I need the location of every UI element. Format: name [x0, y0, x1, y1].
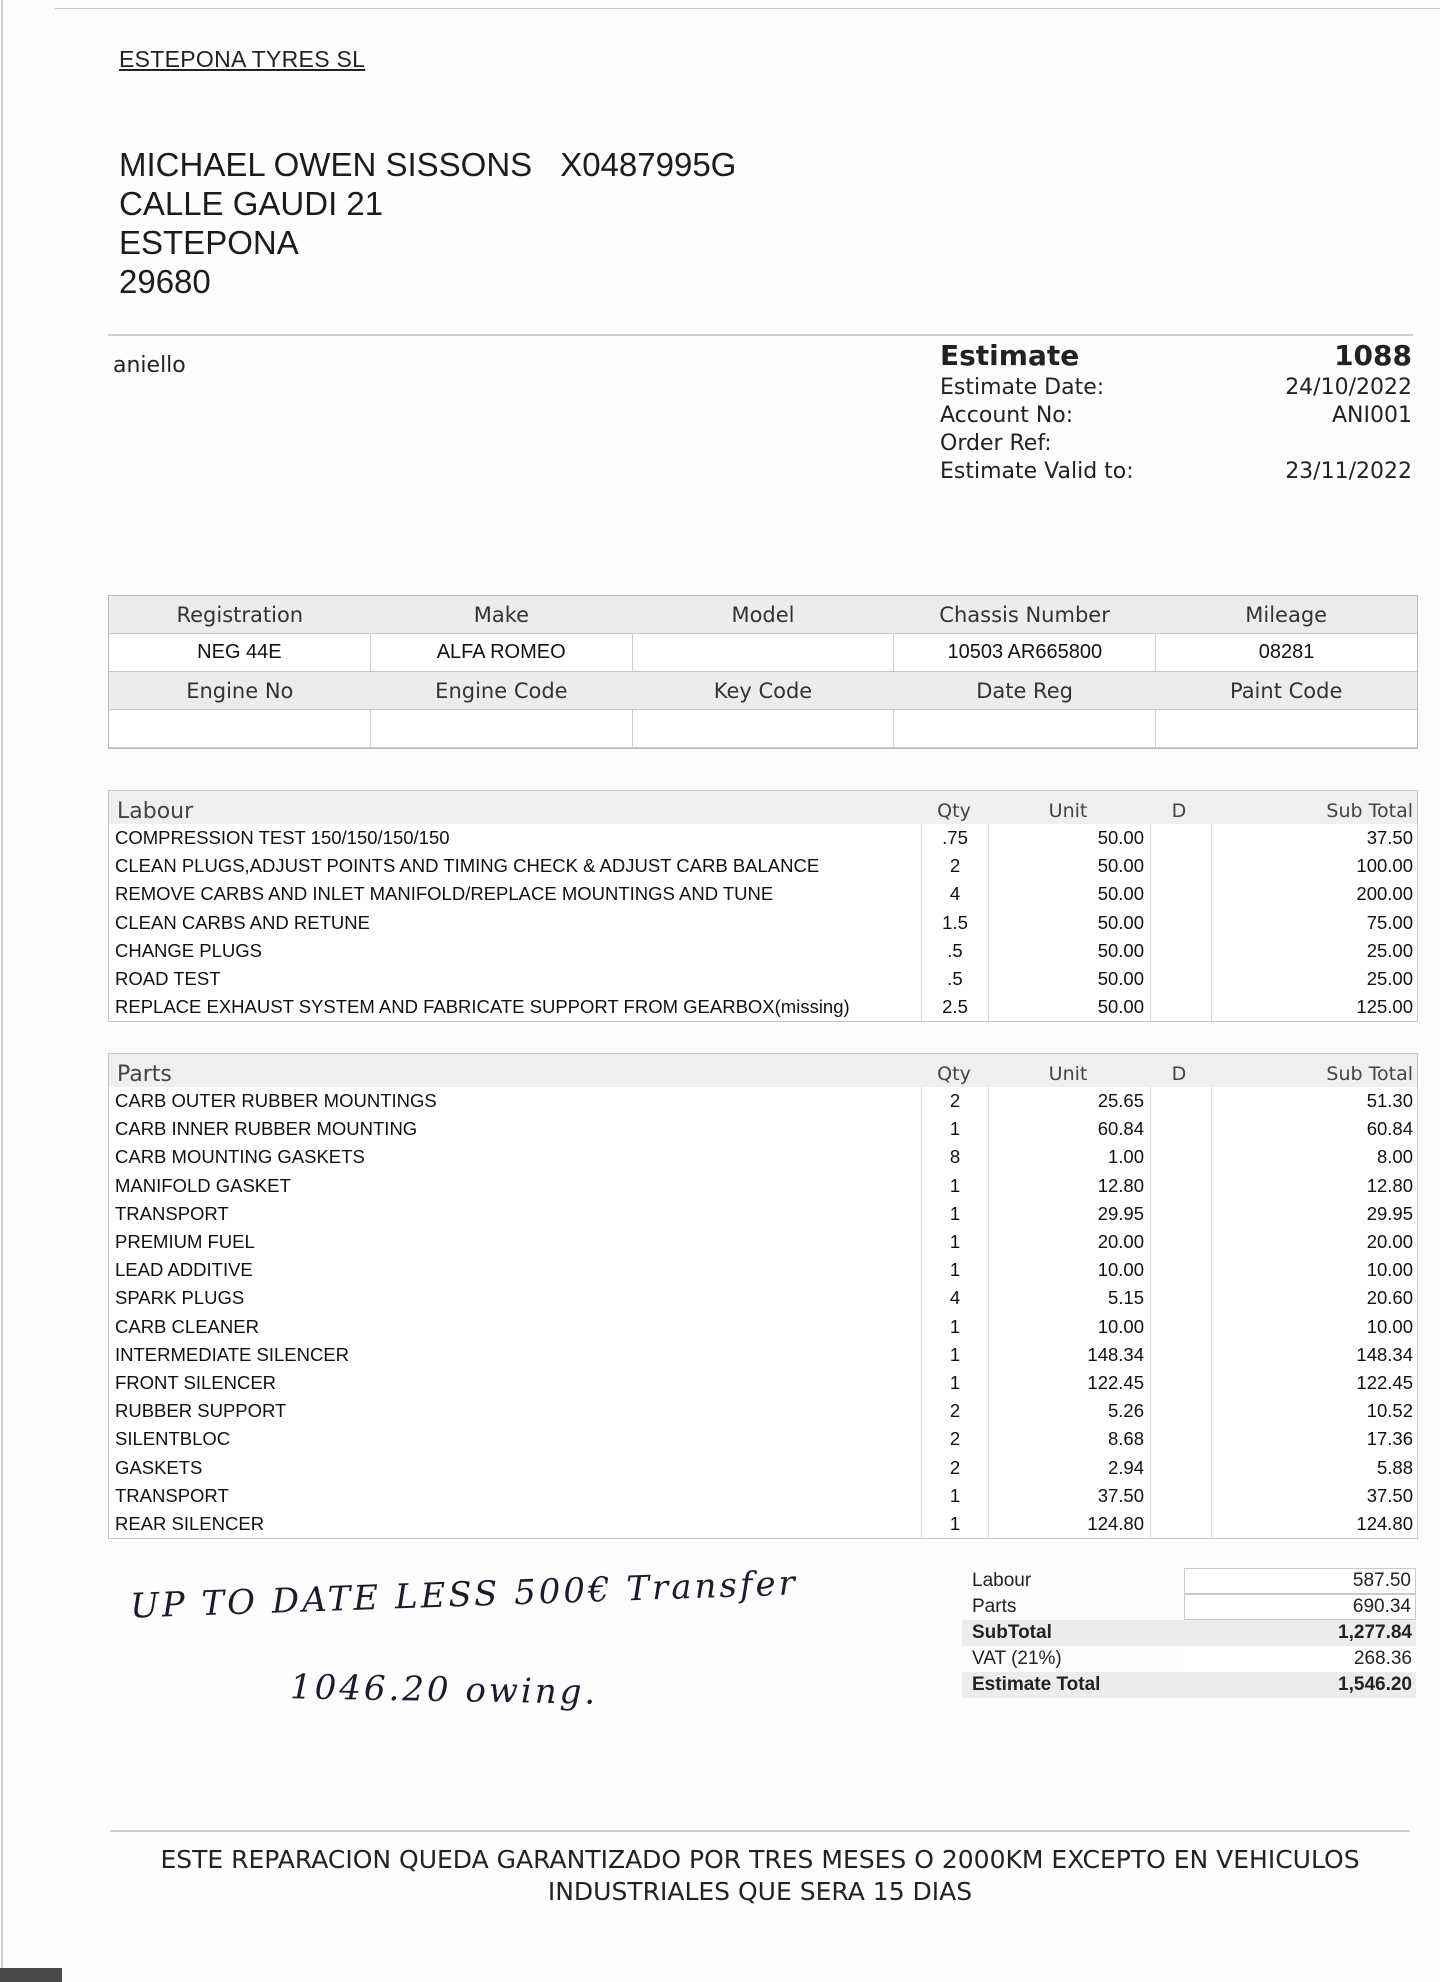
warranty-footer — [110, 1844, 1410, 1908]
item-unit-price: 50.00 — [988, 965, 1150, 993]
unit-header: Unit — [1048, 1063, 1088, 1085]
item-subtotal: 25.00 — [1366, 968, 1413, 990]
item-description: REMOVE CARBS AND INLET MANIFOLD/REPLACE MOUNTINGS AND TUNE — [115, 883, 774, 905]
scan-mark — [0, 1968, 62, 1982]
mileage-header: Mileage — [1245, 602, 1328, 627]
item-qty: 2 — [921, 852, 988, 880]
item-qty: 1 — [921, 1510, 988, 1538]
item-discount — [1150, 1369, 1212, 1397]
item-unit-price: 148.34 — [988, 1341, 1150, 1369]
key-code-value — [633, 710, 895, 747]
item-description: INTERMEDIATE SILENCER — [115, 1343, 350, 1365]
item-qty: 2.5 — [921, 993, 988, 1021]
qty-header: Qty — [937, 1063, 971, 1085]
labour-total-label: Labour — [972, 1570, 1032, 1591]
labour-row — [109, 937, 1417, 965]
engine-code-header: Engine Code — [435, 678, 568, 703]
key-code-header: Key Code — [713, 678, 813, 703]
item-unit-price: 50.00 — [988, 852, 1150, 880]
item-subtotal: 20.00 — [1366, 1231, 1413, 1253]
item-subtotal: 148.34 — [1356, 1343, 1413, 1365]
labour-header — [109, 791, 1417, 824]
subtotal-header: Sub Total — [1326, 1063, 1413, 1085]
item-subtotal: 8.00 — [1376, 1146, 1413, 1168]
item-subtotal: 37.50 — [1366, 827, 1413, 849]
estimate-total-row — [962, 1672, 1416, 1698]
vat-label: VAT (21%) — [972, 1648, 1062, 1669]
item-subtotal: 60.84 — [1366, 1118, 1413, 1140]
item-description: FRONT SILENCER — [115, 1371, 277, 1393]
valid-to-date: 23/11/2022 — [1285, 459, 1412, 484]
item-description: REAR SILENCER — [115, 1512, 265, 1534]
item-discount — [1150, 1284, 1212, 1312]
qty-header: Qty — [937, 800, 971, 822]
item-discount — [1150, 1256, 1212, 1284]
item-unit-price: 25.65 — [988, 1087, 1150, 1115]
unit-header: Unit — [1048, 800, 1088, 822]
parts-row — [109, 1482, 1417, 1510]
parts-title: Parts — [117, 1062, 172, 1087]
paint-code-value — [1156, 710, 1417, 747]
estimate-date-label: Estimate Date: — [940, 375, 1105, 400]
item-subtotal: 10.00 — [1366, 1259, 1413, 1281]
item-subtotal: 10.52 — [1366, 1400, 1413, 1422]
item-discount — [1150, 965, 1212, 993]
attention-name: aniello — [113, 353, 186, 378]
item-discount — [1150, 1313, 1212, 1341]
labour-row — [109, 880, 1417, 908]
item-qty: 2 — [921, 1087, 988, 1115]
item-unit-price: 124.80 — [988, 1510, 1150, 1538]
parts-total-label: Parts — [972, 1596, 1017, 1617]
item-discount — [1150, 1482, 1212, 1510]
account-row — [940, 402, 1412, 430]
item-unit-price: 60.84 — [988, 1115, 1150, 1143]
estimate-number: 1088 — [1334, 339, 1412, 372]
estimate-total-value: 1,546.20 — [1184, 1672, 1416, 1698]
item-description: SPARK PLUGS — [115, 1287, 245, 1309]
item-discount — [1150, 1425, 1212, 1453]
item-qty: 2 — [921, 1425, 988, 1453]
item-subtotal: 75.00 — [1366, 911, 1413, 933]
item-description: TRANSPORT — [115, 1202, 229, 1224]
order-ref-row — [940, 430, 1412, 458]
chassis-value: 10503 AR665800 — [894, 634, 1156, 671]
labour-row — [109, 852, 1417, 880]
engine-no-value — [109, 710, 371, 747]
subtotal-row — [962, 1620, 1416, 1646]
item-subtotal: 51.30 — [1366, 1090, 1413, 1112]
item-unit-price: 50.00 — [988, 937, 1150, 965]
item-description: RUBBER SUPPORT — [115, 1400, 287, 1422]
labour-title: Labour — [117, 799, 194, 824]
item-discount — [1150, 880, 1212, 908]
date-reg-value — [894, 710, 1156, 747]
registration-header: Registration — [176, 602, 304, 627]
item-description: CLEAN CARBS AND RETUNE — [115, 911, 370, 933]
item-description: MANIFOLD GASKET — [115, 1174, 291, 1196]
parts-rows — [109, 1087, 1417, 1538]
item-unit-price: 50.00 — [988, 993, 1150, 1021]
item-unit-price: 8.68 — [988, 1425, 1150, 1453]
parts-row — [109, 1115, 1417, 1143]
warranty-line-2: INDUSTRIALES QUE SERA 15 DIAS — [547, 1877, 973, 1906]
item-description: TRANSPORT — [115, 1484, 229, 1506]
parts-total-value: 690.34 — [1184, 1594, 1416, 1620]
item-unit-price: 5.26 — [988, 1397, 1150, 1425]
parts-row — [109, 1087, 1417, 1115]
model-value — [633, 634, 895, 671]
item-unit-price: 37.50 — [988, 1482, 1150, 1510]
subtotal-label: SubTotal — [972, 1622, 1052, 1643]
item-subtotal: 25.00 — [1366, 939, 1413, 961]
item-subtotal: 200.00 — [1356, 883, 1413, 905]
vehicle-value-row — [109, 709, 1417, 748]
parts-row — [109, 1256, 1417, 1284]
item-discount — [1150, 993, 1212, 1021]
valid-to-row — [940, 458, 1412, 486]
item-qty: 4 — [921, 880, 988, 908]
item-description: COMPRESSION TEST 150/150/150/150 — [115, 827, 450, 849]
item-unit-price: 29.95 — [988, 1200, 1150, 1228]
item-unit-price: 2.94 — [988, 1453, 1150, 1481]
item-qty: 1 — [921, 1369, 988, 1397]
item-qty: .75 — [921, 824, 988, 852]
handwritten-note-2: 1046.20 owing. — [289, 1667, 599, 1713]
item-unit-price: 50.00 — [988, 909, 1150, 937]
parts-row — [109, 1510, 1417, 1538]
totals-box — [962, 1568, 1416, 1698]
item-discount — [1150, 1087, 1212, 1115]
item-subtotal: 122.45 — [1356, 1371, 1413, 1393]
item-subtotal: 12.80 — [1366, 1174, 1413, 1196]
labour-row — [109, 965, 1417, 993]
item-qty: 4 — [921, 1284, 988, 1312]
account-number: ANI001 — [1332, 403, 1412, 428]
estimate-total-label: Estimate Total — [972, 1674, 1101, 1695]
item-unit-price: 10.00 — [988, 1313, 1150, 1341]
engine-code-value — [371, 710, 633, 747]
labour-total-value: 587.50 — [1184, 1568, 1416, 1594]
item-unit-price: 122.45 — [988, 1369, 1150, 1397]
labour-rows — [109, 824, 1417, 1021]
item-qty: 1 — [921, 1341, 988, 1369]
item-description: CARB INNER RUBBER MOUNTING — [115, 1118, 418, 1140]
parts-header — [109, 1054, 1417, 1087]
item-discount — [1150, 1172, 1212, 1200]
valid-to-label: Estimate Valid to: — [940, 459, 1134, 484]
parts-total-row — [962, 1594, 1416, 1620]
item-subtotal: 5.88 — [1376, 1456, 1413, 1478]
parts-table — [108, 1053, 1418, 1539]
parts-row — [109, 1341, 1417, 1369]
parts-row — [109, 1369, 1417, 1397]
estimate-info — [940, 338, 1412, 486]
estimate-label: Estimate — [940, 339, 1080, 372]
item-qty: 1 — [921, 1228, 988, 1256]
item-discount — [1150, 909, 1212, 937]
item-qty: 1 — [921, 1256, 988, 1284]
item-description: CARB OUTER RUBBER MOUNTINGS — [115, 1090, 437, 1112]
item-discount — [1150, 1143, 1212, 1171]
item-unit-price: 5.15 — [988, 1284, 1150, 1312]
labour-row — [109, 824, 1417, 852]
item-description: REPLACE EXHAUST SYSTEM AND FABRICATE SUPPORT FROM GEARBOX(missing) — [115, 996, 850, 1018]
subtotal-value: 1,277.84 — [1184, 1620, 1416, 1646]
item-subtotal: 10.00 — [1366, 1315, 1413, 1337]
item-subtotal: 100.00 — [1356, 855, 1413, 877]
item-subtotal: 29.95 — [1366, 1202, 1413, 1224]
vehicle-table — [108, 595, 1418, 749]
item-unit-price: 12.80 — [988, 1172, 1150, 1200]
vat-value: 268.36 — [1184, 1646, 1416, 1672]
item-qty: 1.5 — [921, 909, 988, 937]
subtotal-header: Sub Total — [1326, 800, 1413, 822]
item-description: SILENTBLOC — [115, 1428, 231, 1450]
item-qty: 1 — [921, 1482, 988, 1510]
customer-street: CALLE GAUDI 21 — [119, 185, 384, 222]
item-qty: .5 — [921, 965, 988, 993]
labour-row — [109, 993, 1417, 1021]
parts-row — [109, 1143, 1417, 1171]
vehicle-header-row — [109, 596, 1417, 633]
item-qty: 1 — [921, 1313, 988, 1341]
registration-value: NEG 44E — [109, 634, 371, 671]
item-unit-price: 10.00 — [988, 1256, 1150, 1284]
page-edge — [55, 8, 1440, 9]
engine-no-header: Engine No — [186, 678, 294, 703]
item-discount — [1150, 1115, 1212, 1143]
item-qty: 2 — [921, 1397, 988, 1425]
warranty-line-1: ESTE REPARACION QUEDA GARANTIZADO POR TRES MESES O 2000KM EXCEPTO EN VEHICULOS — [160, 1845, 1360, 1874]
item-qty: 1 — [921, 1172, 988, 1200]
handwritten-note-1: UP TO DATE LESS 500€ Transfer — [129, 1563, 799, 1627]
item-discount — [1150, 937, 1212, 965]
customer-id: X0487995G — [560, 146, 737, 183]
item-unit-price: 50.00 — [988, 880, 1150, 908]
date-reg-header: Date Reg — [976, 678, 1073, 703]
labour-total-row — [962, 1568, 1416, 1594]
parts-row — [109, 1313, 1417, 1341]
footer-divider — [110, 1830, 1410, 1832]
item-qty: 8 — [921, 1143, 988, 1171]
estimate-date: 24/10/2022 — [1285, 375, 1412, 400]
vat-row — [962, 1646, 1416, 1672]
parts-row — [109, 1228, 1417, 1256]
customer-name: MICHAEL OWEN SISSONS — [119, 146, 533, 183]
item-discount — [1150, 824, 1212, 852]
item-discount — [1150, 1228, 1212, 1256]
discount-header: D — [1171, 1063, 1187, 1085]
item-discount — [1150, 1397, 1212, 1425]
item-unit-price: 1.00 — [988, 1143, 1150, 1171]
vehicle-value-row — [109, 633, 1417, 672]
item-qty: 1 — [921, 1115, 988, 1143]
model-header: Model — [731, 602, 795, 627]
item-description: ROAD TEST — [115, 968, 221, 990]
item-subtotal: 37.50 — [1366, 1484, 1413, 1506]
estimate-title-row — [940, 338, 1412, 374]
customer-postcode: 29680 — [119, 263, 211, 300]
item-description: LEAD ADDITIVE — [115, 1259, 253, 1281]
item-description: CLEAN PLUGS,ADJUST POINTS AND TIMING CHECK & ADJUST CARB BALANCE — [115, 855, 820, 877]
paint-code-header: Paint Code — [1229, 678, 1343, 703]
make-header: Make — [473, 602, 530, 627]
account-label: Account No: — [940, 403, 1074, 428]
item-description: CARB MOUNTING GASKETS — [115, 1146, 365, 1168]
item-subtotal: 20.60 — [1366, 1287, 1413, 1309]
parts-row — [109, 1397, 1417, 1425]
parts-row — [109, 1453, 1417, 1481]
company-name: ESTEPONA TYRES SL — [119, 46, 366, 72]
parts-row — [109, 1284, 1417, 1312]
item-discount — [1150, 1510, 1212, 1538]
item-qty: 2 — [921, 1453, 988, 1481]
item-discount — [1150, 1453, 1212, 1481]
item-description: GASKETS — [115, 1456, 203, 1478]
item-unit-price: 20.00 — [988, 1228, 1150, 1256]
item-qty: 1 — [921, 1200, 988, 1228]
order-ref-label: Order Ref: — [940, 431, 1052, 456]
item-subtotal: 124.80 — [1356, 1512, 1413, 1534]
make-value: ALFA ROMEO — [371, 634, 633, 671]
item-unit-price: 50.00 — [988, 824, 1150, 852]
parts-row — [109, 1172, 1417, 1200]
customer-city: ESTEPONA — [119, 224, 299, 261]
item-description: CHANGE PLUGS — [115, 939, 263, 961]
item-discount — [1150, 1200, 1212, 1228]
parts-row — [109, 1200, 1417, 1228]
item-discount — [1150, 852, 1212, 880]
header-divider — [108, 334, 1413, 336]
labour-row — [109, 909, 1417, 937]
discount-header: D — [1171, 800, 1187, 822]
vehicle-header-row — [109, 672, 1417, 709]
item-subtotal: 125.00 — [1356, 996, 1413, 1018]
mileage-value: 08281 — [1258, 641, 1315, 663]
customer-address — [119, 145, 736, 301]
labour-table — [108, 790, 1418, 1022]
item-description: CARB CLEANER — [115, 1315, 259, 1337]
item-qty: .5 — [921, 937, 988, 965]
item-description: PREMIUM FUEL — [115, 1231, 255, 1253]
item-subtotal: 17.36 — [1366, 1428, 1413, 1450]
page-edge — [1, 0, 3, 1982]
parts-row — [109, 1425, 1417, 1453]
estimate-date-row — [940, 374, 1412, 402]
item-discount — [1150, 1341, 1212, 1369]
chassis-header: Chassis Number — [939, 602, 1110, 627]
